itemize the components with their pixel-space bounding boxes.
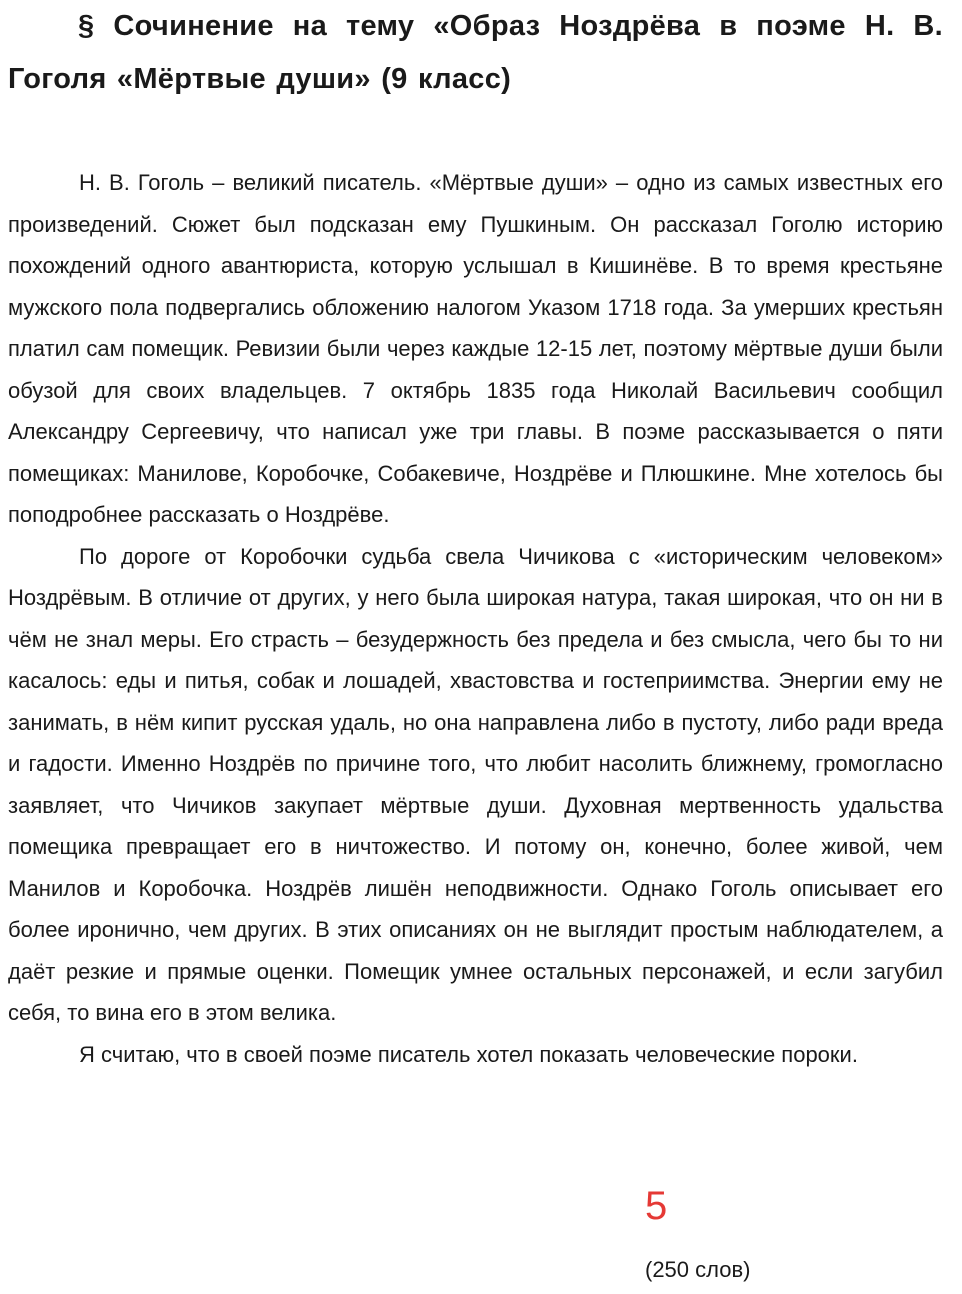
- essay-title: § Сочинение на тему «Образ Ноздрёва в поэме Н. В. Гоголя «Мёртвые души» (9 класс): [8, 10, 943, 95]
- essay-paragraph-2: По дороге от Коробочки судьба свела Чичикова с «историческим человеком» Ноздрёвым. В отличие от других, у него была широкая натура, такая широкая, что он ни в чём не знал меры. Его страсть – безудержность без предела и без смысла, чего бы то ни касалось: еды и питья, собак и лошадей, хвастовства и гостеприимства. Энергии ему не занимать, в нём кипит русская удаль, но она направлена либо в пустоту, либо ради вреда и гадости. Именно Ноздрёв по причине того, что любит насолить ближнему, громогласно заявляет, что Чичиков закупает мёртвые души. Духовная мертвенность удальства помещика превращает его в ничтожество. И потому он, конечно, более живой, чем Манилов и Коробочка. Ноздрёв лишён неподвижности. Однако Гоголь описывает его более иронично, чем других. В этих описаниях он не выглядит простым наблюдателем, а даёт резкие и прямые оценки. Помещик умнее остальных персонажей, и если загубил себя, то вина его в этом велика.: [8, 543, 943, 1025]
- word-count: (250 слов): [645, 1257, 751, 1282]
- grade-mark: 5: [645, 1184, 668, 1228]
- essay-paragraph-3: Я считаю, что в своей поэме писатель хотел показать человеческие пороки.: [79, 1041, 858, 1067]
- essay-paragraph-1: Н. В. Гоголь – великий писатель. «Мёртвые души» – одно из самых известных его произведений. Сюжет был подсказан ему Пушкиным. Он рассказал Гоголю историю похождений одного авантюриста, которую услышал в Кишинёве. В то время крестьяне мужского пола подвергались обложению налогом Указом 1718 года. За умерших крестьян платил сам помещик. Ревизии были через каждые 12-15 лет, поэтому мёртвые души были обузой для своих владельцев. 7 октябрь 1835 года Николай Васильевич сообщил Александру Сергеевичу, что написал уже три главы. В поэме рассказывается о пяти помещиках: Манилове, Коробочке, Собакевиче, Ноздрёве и Плюшкине. Мне хотелось бы поподробнее рассказать о Ноздрёве.: [8, 170, 943, 527]
- document-page: [8, 0, 943, 1075]
- essay-body: [8, 162, 943, 1075]
